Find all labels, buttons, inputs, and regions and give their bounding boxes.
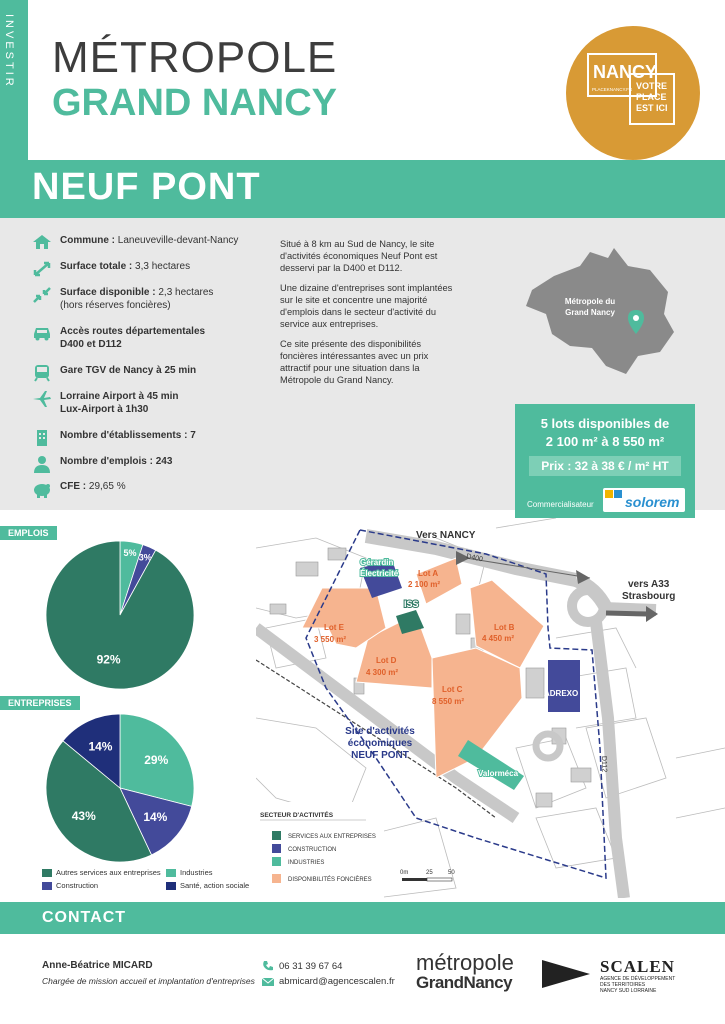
scalen-logo (540, 952, 700, 996)
scalen-name: SCALEN (600, 957, 675, 976)
emplois-slice-label: 5% (123, 548, 137, 559)
site-description (280, 238, 460, 394)
fact-label: Nombre d'établissements : (60, 430, 188, 441)
page-title-line2: GRAND NANCY (52, 82, 337, 124)
fact-value: 243 (155, 456, 173, 467)
map-legend-item-2: CONSTRUCTION (288, 847, 337, 853)
contact-title: CONTACT (42, 909, 127, 926)
description-para-3: Ce site présente des disponibilités foncières intéressantes avec un prix attractif pour une situation dans la Métropole du Grand Nancy. (280, 339, 429, 385)
scalen-sub-3: NANCY SUD LORRAINE (600, 988, 657, 994)
fact-surface-disponible (32, 286, 213, 312)
lot-a-name: Lot A (418, 569, 439, 578)
gerardin-label-2: Électricité (360, 569, 399, 578)
fact-acces-routes (32, 325, 205, 351)
collapse-icon (32, 286, 52, 304)
entreprises-slice-label: 29% (144, 752, 169, 767)
lot-c-area: 8 550 m² (432, 697, 465, 706)
fact-label: Commune : (60, 235, 115, 246)
site-title: NEUF PONT (32, 166, 261, 208)
site-label-3: NEUF PONT (351, 750, 409, 761)
page-title-line1: MÉTROPOLE (52, 33, 338, 82)
emplois-slice-label: 3% (138, 552, 152, 563)
lot-b-area: 4 450 m² (482, 634, 515, 643)
site-label-2: économiques (347, 738, 413, 749)
scalen-sub-1: AGENCE DE DÉVELOPPEMENT (600, 976, 676, 982)
fact-value: Laneuveville-devant-Nancy (117, 235, 239, 246)
fact-value: 3,3 hectares (135, 261, 191, 272)
fact-gare (32, 364, 196, 382)
car-icon (32, 325, 52, 341)
iss-label: ISS (404, 599, 419, 609)
mail-icon (262, 977, 274, 987)
scalen-triangle-icon (542, 960, 590, 988)
contact-phone[interactable] (262, 960, 342, 972)
fact-extra: D400 et D112 (60, 339, 122, 350)
fact-label: Surface disponible : (60, 287, 156, 298)
entreprises-slice-label: 14% (143, 810, 168, 825)
emplois-pie-chart (40, 535, 200, 695)
logo-tag-3: EST ICI (636, 103, 668, 113)
logo-tag-2: PLACE (636, 92, 667, 102)
contact-email[interactable] (262, 976, 395, 987)
d400-label: D400 (465, 553, 484, 564)
lot-d-name: Lot D (376, 656, 397, 665)
fact-label: Lorraine Airport à 45 min (60, 391, 179, 402)
site-label-1: Site d'activités (345, 726, 415, 737)
fact-label: Surface totale : (60, 261, 133, 272)
fact-etablissements (32, 429, 196, 447)
adrexo-label: ADREXO (544, 689, 579, 698)
emplois-label: EMPLOIS (0, 526, 57, 540)
plane-icon (32, 390, 52, 408)
fact-label: Accès routes départementales (60, 326, 206, 337)
pie-legend (42, 868, 252, 898)
contact-phone-value: 06 31 39 67 64 (279, 960, 343, 972)
logo-name: NANCY (593, 62, 658, 82)
legend-label: Santé, action sociale (180, 881, 250, 890)
fact-emplois (32, 455, 172, 473)
fact-value: 7 (190, 430, 196, 441)
entreprises-label: ENTREPRISES (0, 696, 80, 710)
phone-icon (262, 960, 274, 972)
lot-d-area: 4 300 m² (366, 668, 399, 677)
fact-value: 2,3 hectares (158, 287, 214, 298)
price-badge: Prix : 32 à 38 € / m² HT (529, 456, 681, 476)
train-icon (32, 364, 52, 382)
vers-a33-label-2: Strasbourg (622, 591, 676, 602)
fact-label: CFE : (60, 481, 87, 492)
metropole-logo (416, 952, 514, 991)
lot-b-name: Lot B (494, 623, 515, 632)
site-map (256, 518, 725, 898)
emplois-slice (46, 541, 194, 689)
vers-nancy-label: Vers NANCY (416, 530, 476, 541)
pie-legend-item (166, 868, 213, 877)
fact-extra: Lux-Airport à 1h30 (60, 404, 149, 415)
pie-legend-item (166, 881, 249, 890)
nancy-logo (566, 26, 700, 160)
map-legend-item-3: INDUSTRIES (288, 860, 325, 866)
lot-e-name: Lot E (324, 623, 344, 632)
scale-bar (400, 870, 455, 881)
side-band (0, 0, 28, 160)
d112-label: D112 (600, 755, 608, 773)
scalen-sub-2: DES TERRITOIRES (600, 982, 646, 988)
lot-e-area: 3 550 m² (314, 635, 347, 644)
entreprises-slice-label: 43% (71, 809, 96, 824)
legend-label: Construction (56, 881, 99, 890)
building-icon (32, 429, 52, 447)
entreprises-slice-label: 14% (88, 739, 113, 754)
emplois-slice-label: 92% (96, 652, 121, 667)
mini-map (510, 236, 690, 386)
lots-line1: 5 lots disponibles de (540, 416, 670, 431)
fact-extra: (hors réserves foncières) (60, 300, 171, 311)
solorem-logo (603, 488, 685, 512)
lot-a-area: 2 100 m² (408, 580, 441, 589)
fact-commune (32, 234, 238, 250)
expand-icon (32, 260, 52, 278)
valormeca-label: Valorméca (478, 769, 519, 778)
contact-email-value: abmicard@agencescalen.fr (279, 976, 395, 987)
scale-50: 50 (448, 870, 455, 876)
mini-map-label-2: Grand Nancy (565, 308, 615, 317)
commercialisateur-label: Commercialisateur (527, 500, 594, 509)
entreprises-pie-chart (40, 708, 200, 868)
fact-label: Gare TGV de Nancy à 25 min (60, 365, 197, 376)
person-icon (32, 455, 52, 473)
fact-cfe (32, 480, 126, 498)
legend-label: Industries (180, 868, 213, 877)
gerardin-label-1: Gérardin (360, 558, 394, 567)
map-legend-title: SECTEUR D'ACTIVITÉS (260, 812, 334, 819)
metropole-logo-line2: GrandNancy (416, 973, 513, 992)
scale-0: 0m (400, 870, 409, 876)
scale-25: 25 (426, 870, 433, 876)
fact-value: 29,65 % (88, 481, 126, 492)
lot-c-name: Lot C (442, 685, 463, 694)
legend-label: Autres services aux entreprises (56, 868, 161, 877)
fact-airport (32, 390, 179, 416)
mini-map-label-1: Métropole du (564, 297, 616, 306)
pie-legend-item (42, 868, 161, 877)
piggy-bank-icon (32, 480, 52, 498)
description-para-2: Une dizaine d'entreprises sont implantées sur le site et concentre une majorité d'emplois dans le secteur d'activité du service aux entreprises. (280, 283, 453, 329)
lots-box (515, 404, 695, 520)
site-label (345, 726, 415, 761)
logo-tag-1: VOTRE (636, 81, 668, 91)
fact-surface-totale (32, 260, 190, 278)
pie-legend-item (42, 881, 98, 890)
map-legend (256, 802, 384, 898)
solorem-text: solorem (625, 494, 680, 510)
description-para-1: Situé à 8 km au Sud de Nancy, le site d'activités économiques Neuf Pont est desservi par la D400 et D112. (280, 239, 438, 273)
logo-url: PLACEKNANCY.FR (592, 87, 633, 92)
metropole-logo-line1: métropole (416, 950, 514, 975)
map-legend-item-1: SERVICES AUX ENTREPRISES (288, 834, 376, 840)
contact-name: Anne-Béatrice MICARD (42, 960, 153, 971)
fact-label: Nombre d'emplois : (60, 456, 153, 467)
home-icon (32, 234, 52, 250)
side-label: INVESTIR (3, 14, 15, 89)
adrexo-building (548, 660, 580, 712)
lots-line2: 2 100 m² à 8 550 m² (545, 434, 665, 449)
contact-role: Chargée de mission accueil et implantation d'entreprises (42, 976, 255, 986)
vers-a33-label-1: vers A33 (628, 579, 670, 590)
map-legend-item-4: DISPONIBILITÉS FONCIÈRES (288, 877, 372, 883)
